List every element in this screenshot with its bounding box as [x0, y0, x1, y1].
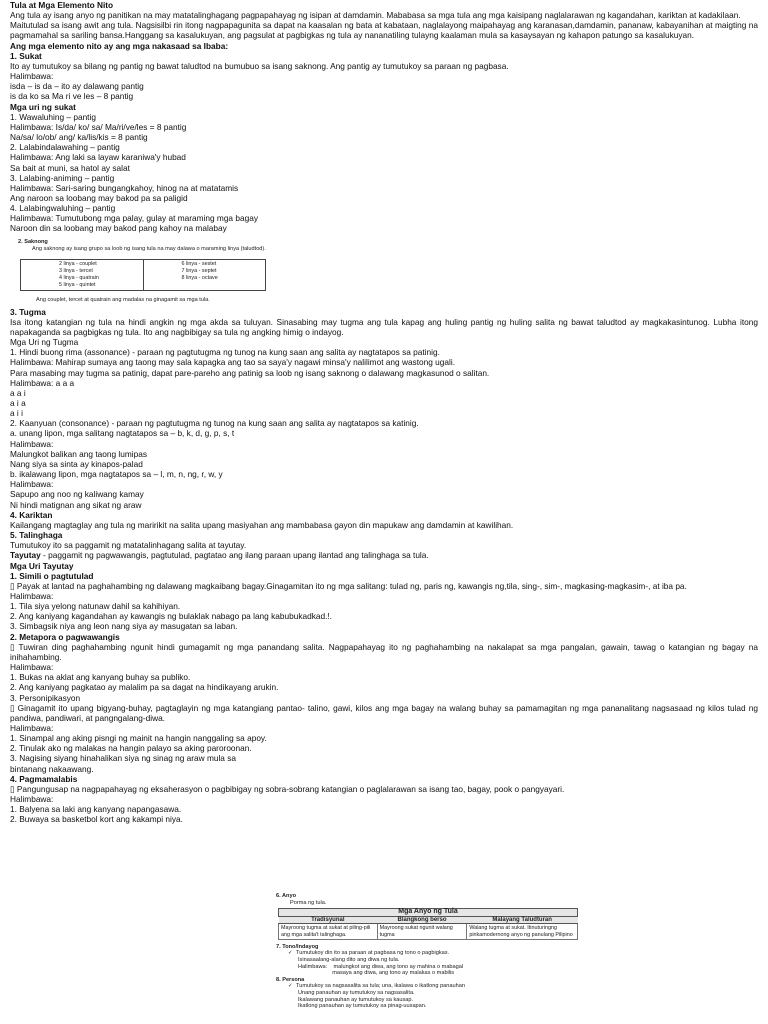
text-line: Halimbawa: a a a: [10, 377, 75, 388]
anyo-cell: Walang tugma at sukat. Itinuturingng pinkamodernong anyo ng panulang Pilipino: [467, 924, 578, 939]
page-title: Tula at Mga Elemento Nito: [10, 0, 114, 10]
text-line: 1. Tila siya yelong natunaw dahil sa kahihiyan.: [10, 601, 181, 612]
text-line: a i a: [10, 398, 26, 408]
text-line: Halimbawa:: [10, 662, 54, 673]
text-line: Halimbawa:: [10, 479, 54, 490]
saknong-table-entry: 4 linya - quatrain: [59, 274, 99, 281]
text-line: Halimbawa:: [10, 794, 54, 805]
figure-text-line: [298, 990, 588, 997]
section-heading: 4. Pagmamalabis: [10, 773, 78, 784]
text-line: is da ko sa Ma ri ve les – 8 pantig: [10, 91, 134, 102]
figure-text-line: [288, 950, 588, 957]
text-line: Ito ay tumutukoy sa bilang ng pantig ng bawat taludtod na bumubuo sa isang saknong. Ang pantig ay tumutukoy sa paraan ng pagbasa.: [10, 60, 509, 71]
text-line: 2. Tinulak ako ng malakas na hangin palayo sa aking paroroonan.: [10, 743, 252, 754]
anyo-cell: Mayroong sukat ngunit walang tugma: [377, 924, 467, 939]
saknong-table-entry: 6 linya - sestet: [181, 260, 217, 267]
anyo-subtext: Porma ng tula.: [290, 899, 327, 906]
anyo-heading: 6. Anyo: [276, 893, 296, 899]
figure-text-line: [298, 957, 588, 964]
text-line: a a i: [10, 387, 26, 398]
term-label: Tayutay: [10, 550, 41, 561]
figure-text-line: [298, 1003, 588, 1010]
text-line: Na/sa/ lo/ob/ ang/ ka/lis/kis = 8 pantig: [10, 132, 148, 143]
section-heading: 3. Tugma: [10, 306, 46, 317]
anyo-table: [278, 908, 578, 940]
text-line: ▯ Ginagamit ito upang bigyang-buhay, pagtaglayin ng mga katangiang pantao- talino, gawi, kilos ang mga bagay na walang buhay sa pamamagitan ng mga pananalitang nagsasaad ng kilos tulad ng pandiwa, pandiwari, at pangngalang-diwa.: [10, 702, 758, 723]
anyo-table-title: Mga Anyo ng Tula: [279, 909, 578, 917]
text-line: Halimbawa: Ang laki sa layaw karaniwa'y hubad: [10, 152, 186, 163]
text-line: 1. Hindi buong rima (assonance) - paraan ng pagtutugma ng tunog na kung saan ang salita ay nagtatapos sa patinig.: [10, 347, 440, 358]
text-line: Halimbawa: Is/da/ ko/ sa/ Ma/ri/ve/les = 8 pantig: [10, 121, 187, 132]
section-heading: 4. Kariktan: [10, 509, 53, 520]
anyo-col-header: Malayang Taludturan: [467, 916, 578, 924]
document: [10, 0, 758, 825]
text-line: ▯ Pangungusap na nagpapahayag ng eksaherasyon o pagbibigay ng sobra-sobrang katangian o paglalarawan sa isang tao, bagay, pook o pangyayari.: [10, 783, 565, 794]
text-line: Sa bait at muni, sa hatol ay salat: [10, 162, 130, 173]
checkmark-icon: ✓: [288, 983, 293, 990]
saknong-table: [20, 259, 266, 291]
text-line: Tayutay - paggamit ng pagwawangis, pagtutulad, pagtatao ang ilang paraan upang ilantad ang talinghaga sa tula.: [10, 550, 429, 561]
persona-heading: 8. Persona: [276, 976, 305, 983]
text-line: Mga Uri ng Tugma: [10, 337, 79, 348]
text-line: 2. Buwaya sa basketbol kort ang kakampi niya.: [10, 814, 183, 825]
text-line: 1. Wawaluhing – pantig: [10, 111, 96, 122]
text-line: 3. Personipikasyon: [10, 692, 81, 703]
saknong-table-entry: 7 linya - septet: [181, 267, 217, 274]
intro-paragraph-2: Maitutulad sa isang awit ang tula. Nagsisilbi rin itong nagpapagunita sa dapat na kaasalan ng bata at kabataan, naglalayong maipahayag ang karanasan,damdamin, pananaw, kabayanihan at maigting na pagmamahal sa sariling bansa.Hanggang sa kasalukuyan, ang pagsulat at pagbigkas ng tula ay nananatiling tulayng kaalaman mula sa kasaysayan ng kahapon patungo sa kasalukuyan.: [10, 20, 758, 41]
text-line: 1. Sinampal ang aking pisngi ng mainit na hangin nanggaling sa apoy.: [10, 733, 267, 744]
persona-block: [276, 983, 588, 1009]
tono-block: [276, 950, 588, 976]
text-line: a. unang lipon, mga salitang nagtatapos sa – b, k, d, g, p, s, t: [10, 428, 235, 439]
text-line: Halimbawa:: [10, 723, 54, 733]
section-tugma-to-pagmamalabis: [10, 307, 758, 825]
saknong-table-entry: 3 linya - tercet: [59, 267, 93, 274]
saknong-table-right-column: [143, 259, 266, 290]
anyo-col-header: Blangkong berso: [377, 916, 467, 924]
text-line: Sapupo ang noo ng kaliwang kamay: [10, 489, 144, 500]
figure-text-line: [298, 997, 588, 1004]
section-heading: 1. Sukat: [10, 50, 42, 61]
anyo-col-header: Tradisyunal: [279, 916, 378, 924]
text-line: 3. Lalabing-animing – pantig: [10, 172, 115, 183]
section-heading: Mga uri ng sukat: [10, 101, 76, 112]
figure-text: Isinasaalang-alang dito ang diwa ng tula.: [298, 956, 400, 963]
text-line: 1. Balyena sa laki ang kanyang napangasawa.: [10, 804, 182, 815]
saknong-description: Ang saknong ay isang grupo sa loob ng isang tula na may dalawa o maraming linya (taludtod).: [32, 245, 266, 252]
text-line: Halimbawa:: [10, 71, 54, 82]
figure-text: Unang panauhan ay tumutukoy sa nagsasalita.: [298, 989, 415, 996]
section-heading: 1. Simili o pagtutulad: [10, 570, 94, 581]
text-line: ▯ Payak at lantad na paghahambing ng dalawang magkaibang bagay.Ginagamitan ito ng mga salitang: tulad ng, paris ng, kawangis ng,tila, sing-, sim-, magkasing-magkasim-, at iba pa.: [10, 580, 687, 591]
text-line: Kailangang magtaglay ang tula ng maririkit na salita upang masiyahan ang mambabasa gayon din mapukaw ang damdamin at kawilihan.: [10, 519, 514, 530]
saknong-table-entry: 2 linya - couplet: [59, 260, 97, 267]
text-line: Ang naroon sa loobang may bakod pa sa paligid: [10, 192, 188, 203]
tono-heading: 7. Tono/Indayog: [276, 943, 319, 950]
elements-heading: Ang mga elemento nito ay ang mga nakasaad sa Ibaba:: [10, 40, 229, 51]
text-line: b. ikalawang lipon, mga nagtatapos sa – l, m, n, ng, r, w, y: [10, 469, 223, 480]
text-line: 4. Lalabingwaluhing – pantig: [10, 203, 116, 214]
saknong-table-left-column: [21, 259, 144, 290]
anyo-cell: Mayroong tugma at sukat at piling-pili ang mga salita't talinghaga.: [279, 924, 378, 939]
figure-text-line: [298, 964, 588, 971]
text-line: Naroon din sa loobang may bakod pang kahoy na malabay: [10, 223, 227, 234]
text-line: Malungkot balikan ang taong lumipas: [10, 448, 147, 459]
section-heading: Mga Uri Tayutay: [10, 560, 74, 571]
text-line: 2. Kaanyuan (consonance) - paraan ng pagtutugma ng tunog na kung saan ang salita ay nagtatapos sa katinig.: [10, 418, 419, 429]
figure-text: Tumutukoy sa nagsasalita sa tula; una, ikalawa o ikatlong panauhan: [296, 983, 465, 990]
figure-text: masaya ang diwa, ang tono ay malakas o mabilis: [298, 970, 455, 977]
section-heading: 5. Talinghaga: [10, 530, 63, 541]
saknong-table-entry: 8 linya - octave: [181, 274, 218, 281]
text-line: 2. Ang kaniyang pagkatao ay malalim pa sa dagat na hindikayang arukin.: [10, 682, 279, 693]
checkmark-icon: ✓: [288, 950, 293, 957]
text-line: 2. Ang kaniyang kagandahan ay kawangis ng bulaklak nabago pa lang kabubukadkad.!.: [10, 611, 332, 622]
text-line: Halimbawa: Mahirap sumaya ang taong may sala kapagka ang tao sa saya'y nagawi minsa'y nalilimot ang wastong ugali.: [10, 357, 455, 368]
figure-text: Ikatlong panauhan ay tumutukoy sa pinag-uusapan.: [298, 1003, 427, 1010]
text-line: isda – is da – ito ay dalawang pantig: [10, 81, 144, 92]
text-line: 3. Simbagsik niya ang leon nang siya ay masugatan sa laban.: [10, 621, 238, 632]
text-line: 3. Nagising siyang hinahalikan siya ng sinag ng araw mula sa bintanang nakaawang.: [10, 753, 236, 774]
text-line: Isa itong katangian ng tula na hindi angkin ng mga akda sa tuluyan. Sinasabing may tugma ang tula kapag ang huling pantig ng huling salita ng bawat taludtod ay magkakasintunog. Lubha itong napakaganda sa pagbigkas ng tula. Ito ang nagbibigay sa tula ng angking himig o indayog.: [10, 316, 758, 337]
text-line: Halimbawa: Tumutubong mga palay, gulay at maraming mga bagay: [10, 213, 258, 224]
text-line: 2. Lalabindalawahing – pantig: [10, 142, 120, 153]
section-heading: 2. Metapora o pagwawangis: [10, 631, 120, 642]
text-line: a i i: [10, 408, 23, 419]
text-line: Tumutukoy ito sa paggamit ng matatalinhagang salita at tayutay.: [10, 540, 247, 551]
text-line: Halimbawa:: [10, 438, 54, 449]
saknong-figure: [18, 239, 266, 304]
saknong-caption: Ang couplet, tercet at quatrain ang madalas na ginagamit sa mga tula.: [36, 296, 210, 303]
figure-text: Halimbawa: malungkot ang diwa, ang tono ay mahina o mabagal: [298, 963, 464, 970]
figure-text-line: [288, 983, 588, 990]
saknong-table-entry: 5 linya - quintet: [59, 281, 96, 288]
figure-text: Ikalawang panauhan ay tumutukoy sa kausap.: [298, 996, 414, 1003]
intro-paragraph-1: Ang tula ay isang anyo ng panitikan na may matatalinghagang pagpapahayag ng isipan at damdamin. Mababasa sa mga tula ang mga kaisipang naglalarawan ng kagandahan, kariktan at kadakilaan.: [10, 10, 741, 21]
text-line: Halimbawa:: [10, 590, 54, 601]
figure-text-line: [298, 970, 588, 977]
text-line: Para masabing may tugma sa patinig, dapat pare-pareho ang patinig sa loob ng isang saknong o dalawang magkasunod o salitan.: [10, 367, 490, 378]
text-line: Halimbawa: Sari-saring bungangkahoy, hinog na at matatamis: [10, 182, 239, 193]
text-line: ▯ Tuwiran ding paghahambing ngunit hindi gumagamit ng mga panandang salita. Nagpapahayag ito ng paghahambing na nakalapat sa mga pangalan, gawain, tawag o katangian ng bagay na inihahambing.: [10, 641, 758, 662]
text-line: Nang siya sa sinta ay kinapos-palad: [10, 458, 143, 469]
section-sukat: [10, 51, 758, 234]
saknong-heading: 2. Saknong: [18, 238, 48, 245]
figure-text: Tumutukoy din ito sa paraan at pagbasa ng tono o pagbigkas.: [296, 950, 450, 957]
anyo-figure: [276, 893, 588, 1010]
text-line: 1. Bukas na aklat ang kanyang buhay sa publiko.: [10, 672, 191, 683]
text-line: Ni hindi matignan ang sikat ng araw: [10, 499, 142, 510]
